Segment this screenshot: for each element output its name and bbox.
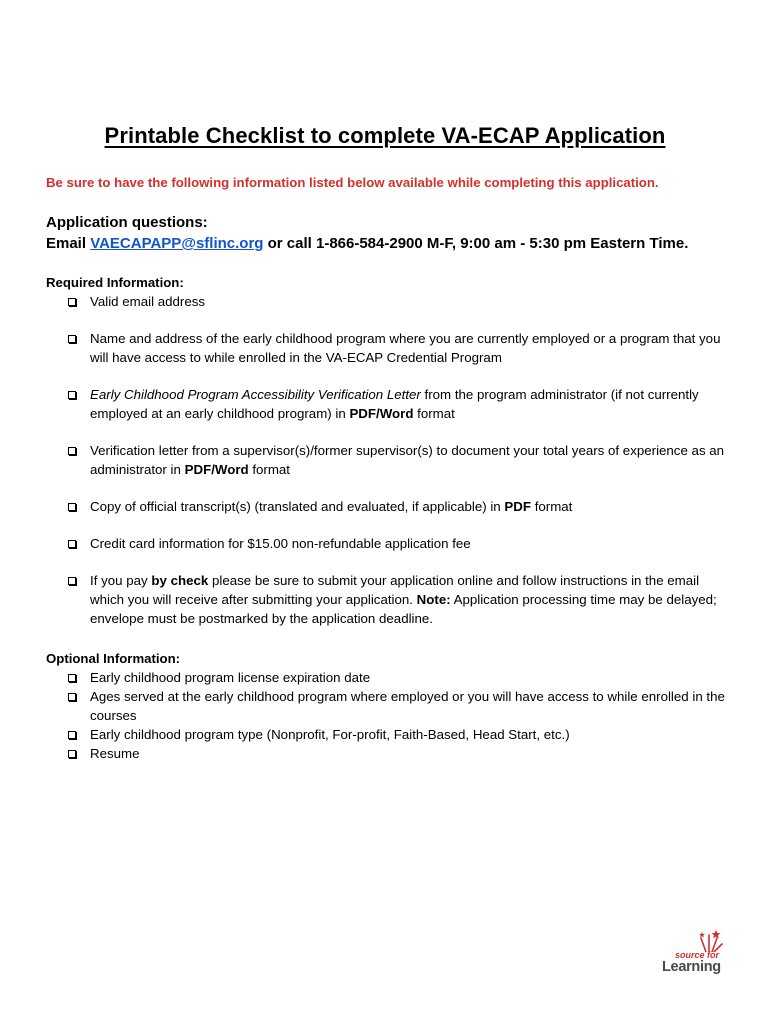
email-prefix: Email bbox=[46, 235, 91, 252]
list-item bbox=[68, 534, 728, 553]
item-suffix: format bbox=[531, 499, 573, 514]
item-text: Copy of official transcript(s) (translated and evaluated, if applicable) in bbox=[90, 499, 505, 514]
item-suffix: format bbox=[248, 462, 291, 477]
optional-list bbox=[68, 668, 728, 763]
item-text: please be sure to submit your application online and follow instructions in the email which you will receive after submitting your application. bbox=[90, 573, 700, 607]
item-text: Valid email address bbox=[90, 294, 206, 309]
item-bold: by check bbox=[151, 573, 209, 588]
item-bold: PDF/Word bbox=[349, 406, 414, 421]
item-bold: PDF/Word bbox=[184, 462, 249, 477]
item-suffix: Application processing time may be delayed; envelope must be postmarked by the application deadline. bbox=[90, 592, 717, 626]
list-item bbox=[68, 571, 728, 628]
starburst-icon bbox=[698, 930, 724, 952]
page-title: Printable Checklist to complete VA-ECAP Application bbox=[104, 123, 666, 148]
application-questions bbox=[46, 212, 688, 254]
item-text: Early childhood program license expiration date bbox=[90, 670, 371, 685]
logo-text-source: source for bbox=[675, 950, 720, 960]
list-item bbox=[68, 725, 728, 744]
email-link[interactable]: VAECAPAPP@sflinc.org bbox=[90, 235, 264, 252]
checkbox-icon bbox=[68, 503, 76, 511]
list-item bbox=[68, 292, 728, 311]
checkbox-icon bbox=[68, 540, 76, 548]
notice-text: Be sure to have the following information listed below available while completing this application. bbox=[46, 175, 659, 190]
logo-text-learning: Learning bbox=[662, 959, 721, 975]
list-item bbox=[68, 329, 728, 367]
checkbox-icon bbox=[68, 391, 76, 399]
checkbox-icon bbox=[68, 298, 76, 306]
checkbox-icon bbox=[68, 335, 76, 343]
item-text: from the program administrator (if not currently employed at an early childhood program) in bbox=[90, 387, 699, 421]
checkbox-icon bbox=[68, 577, 76, 585]
list-item bbox=[68, 744, 728, 763]
item-prefix: If you pay bbox=[90, 573, 152, 588]
item-text: Name and address of the early childhood program where you are currently employed or a program that you will have access to while enrolled in the VA-ECAP Credential Program bbox=[90, 331, 721, 365]
optional-heading: Optional Information: bbox=[46, 651, 181, 666]
item-note-label: Note: bbox=[416, 592, 451, 607]
checkbox-icon bbox=[68, 447, 76, 455]
questions-heading: Application questions: bbox=[46, 214, 208, 231]
item-suffix: format bbox=[413, 406, 455, 421]
item-text: Credit card information for $15.00 non-refundable application fee bbox=[90, 536, 471, 551]
checkbox-icon bbox=[68, 674, 76, 682]
checkbox-icon bbox=[68, 693, 76, 701]
list-item bbox=[68, 668, 728, 687]
required-heading: Required Information: bbox=[46, 275, 184, 290]
item-text: Ages served at the early childhood program where employed or you will have access to while enrolled in the courses bbox=[90, 689, 725, 723]
checkbox-icon bbox=[68, 731, 76, 739]
list-item bbox=[68, 687, 728, 725]
checkbox-icon bbox=[68, 750, 76, 758]
call-text: or call 1-866-584-2900 M-F, 9:00 am - 5:30 pm Eastern Time. bbox=[263, 235, 689, 252]
item-text: Verification letter from a supervisor(s)/former supervisor(s) to document your total years of experience as an administrator in bbox=[90, 443, 725, 477]
list-item bbox=[68, 385, 728, 423]
required-list bbox=[68, 292, 728, 646]
list-item bbox=[68, 441, 728, 479]
contact-line bbox=[46, 233, 688, 254]
item-text: Early childhood program type (Nonprofit, For-profit, Faith-Based, Head Start, etc.) bbox=[90, 727, 570, 742]
source-for-learning-logo bbox=[658, 930, 728, 980]
list-item bbox=[68, 497, 728, 516]
item-italic: Early Childhood Program Accessibility Verification Letter bbox=[90, 387, 421, 402]
item-text: Resume bbox=[90, 746, 140, 761]
item-bold: PDF bbox=[504, 499, 531, 514]
